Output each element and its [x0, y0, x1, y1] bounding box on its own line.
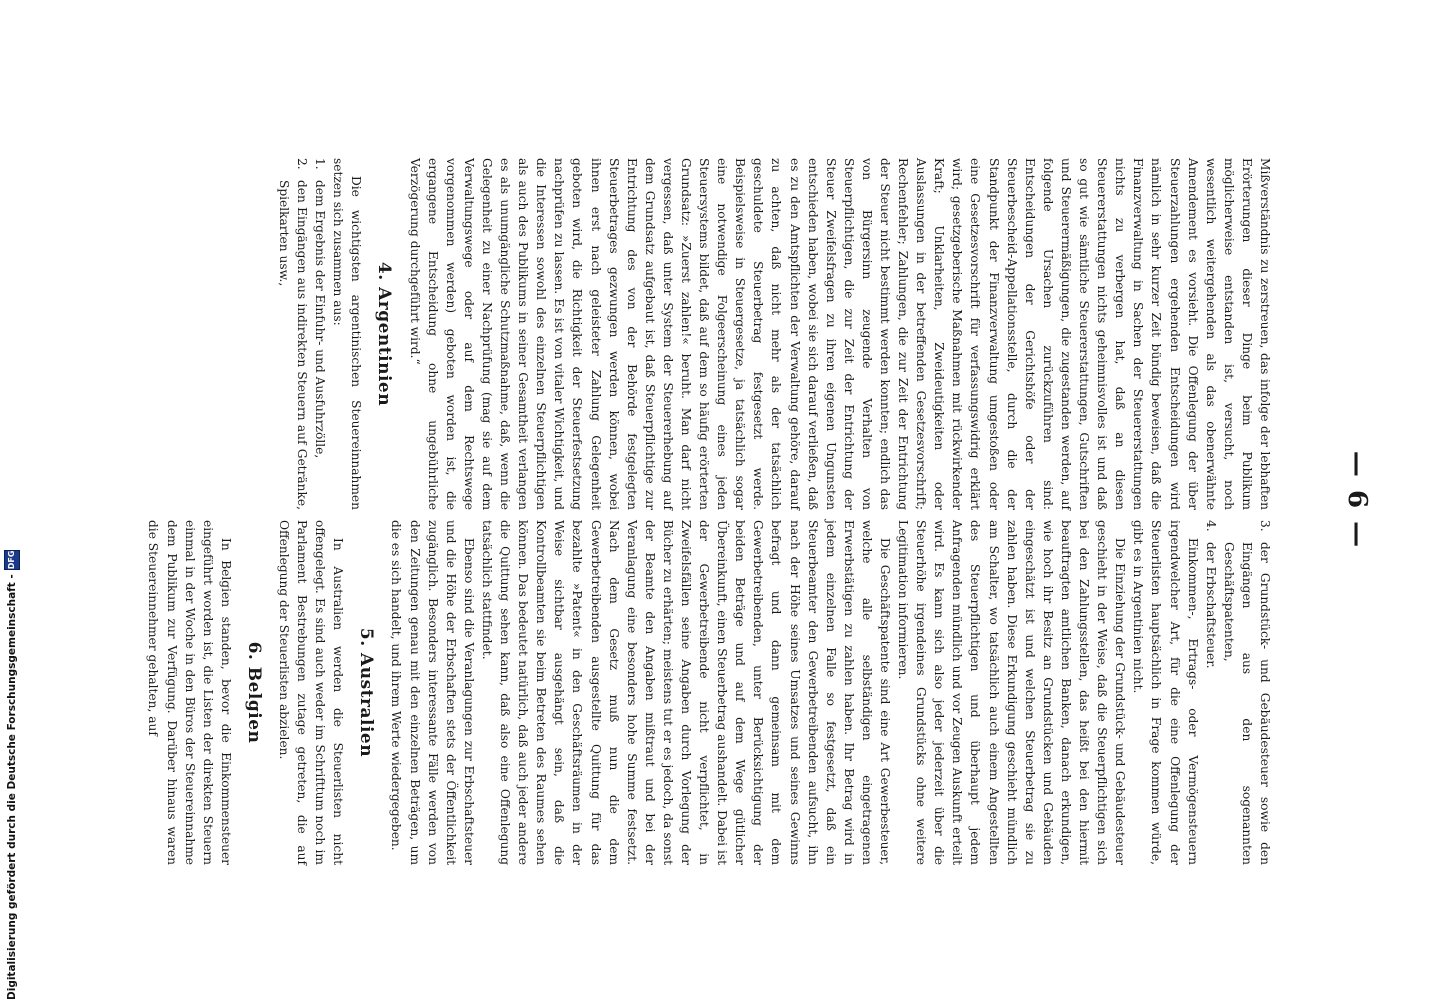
paragraph: In Belgien standen, bevor die Einkommensteuer eingeführt worden ist, die Listen der direkten Steuern einmal in der Woche in den Büros der Steuereinnahme dem Publikum zur Verfügung. Darüber hinaus waren die Steuereinnehmer gehalten, auf: [146, 520, 233, 865]
section-heading-argentinien: 4. Argentinien: [374, 261, 395, 407]
list-number: 1.: [313, 158, 328, 170]
tax-list: [275, 158, 329, 510]
section-heading-australien: 5. Australien: [356, 627, 377, 758]
list-item: [1220, 520, 1274, 865]
paragraph: Die Geschäftspatente sind eine Art Gewerbesteuer, welche alle selbständigen eingetragenen Erwerbstätigen zu zahlen haben. Ihr Betrag wird in jedem einzelnen Falle so festgesetzt, daß ein Steuerbeamter den Gewerbetreibenden aufsucht, ihn nach der Höhe seines Umsatzes und seines Gewinns befragt und dann gemeinsam mit dem Gewerbetreibenden, unter Berücksichtigung der beiden Beträge und auf dem Wege gütlicher Übereinkunft, einen Steuerbetrag aushandelt. Dabei ist der Gewerbetreibende nicht verpflichtet, in Zweifelsfällen seine Angaben durch Vorlegung der Bücher zu erhärten; meistens tut er es jedoch, da sonst der Beamte den Angaben mißtraut und bei der Veranlagung eine besonders hohe Summe festsetzt. Nach dem Gesetz muß nun die dem Gewerbetreibenden ausgestellte Quittung für das bezahlte »Patent« in den Geschäftsräumen in der Weise sichtbar ausgehängt sein, daß die Kontrollbeamten sie beim Betreten des Raumes sehen können. Das bedeutet natürlich, daß auch jeder andere die Quittung sehen kann, daß also eine Offenlegung tatsächlich stattfindet.: [479, 520, 893, 865]
list-text: der Erbschaftsteuer.: [1203, 542, 1218, 669]
dfg-logo: DFG: [4, 550, 20, 571]
page-number: — 6 —: [1342, 450, 1372, 550]
section-heading-belgien: 6. Belgien: [243, 641, 264, 744]
list-item: [1202, 520, 1220, 865]
credit-text: Digitalisierung gefördert durch die Deutsche Forschungsgemeinschaft -: [6, 574, 18, 1000]
paragraph: Die Einziehung der Grundstück- und Gebäudesteuer geschieht in der Weise, daß die Steuerpflichtigen sich bei den Zahlungsstellen, das heißt bei den hiermit beauftragten amtlichen Banken, danach erkundigen, wie hoch ihr Besitz an Grundstücken und Gebäuden eingeschätzt ist und welchen Steuerbetrag sie zu zahlen haben. Diese Erkundigung geschieht mündlich am Schalter, wo tatsächlich auch einem Angestellten des Steuerpflichtigen und überhaupt jedem Anfragenden mündlich und vor Zeugen Auskunft erteilt wird. Es kann sich also jeder jederzeit über die Steuerhöhe irgendeines Grundstücks ohne weitere Legitimation informieren.: [896, 520, 1128, 865]
list-text: der Grundstück- und Gebäudesteuer sowie den Eingängen aus den sogenannten Geschäftspatenten,: [1221, 542, 1272, 865]
tax-list-continued: [1202, 520, 1274, 865]
list-item: [311, 158, 329, 510]
paragraph: In Australien werden die Steuerlisten nicht offengelegt. Es sind auch weder im Schrifttum noch im Parlament Bestrebungen zutage getreten, die auf Offenlegung der Steuerlisten abzielen.: [277, 520, 346, 865]
paragraph: Mißverständnis zu zerstreuen, das infolge der lebhaften Erörterungen dieser Dinge beim Publikum möglicherweise entstanden ist, versucht, noch wesentlich weitergehenden als das obenerwähnte Amendement es vorsieht. Die Offenlegung der über Steuerzahlungen ergehenden Entscheidungen wird nämlich in sehr kurzer Zeit bündig beweisen, daß die Finanzverwaltung in Sachen der Steuererstattungen nichts zu verbergen hat, daß an diesen Steuererstattungen nichts geheimnisvolles ist und daß so gut wie sämtliche Steuererstattungen, Gutschriften und Steuerermäßigungen, die zugestanden werden, auf folgende Ursachen zurückzuführen sind: Entscheidungen der Gerichtshöfe oder der Steuerbescheid-Appellationsstelle, durch die der Standpunkt der Finanzverwaltung umgestoßen oder eine Gesetzesvorschrift für verfassungswidrig erklärt wird; gesetzgeberische Maßnahmen mit rückwirkender Kraft; Unklarheiten, Zweideutigkeiten oder Auslassungen in der betreffenden Gesetzesvorschrift; Rechenfehler; Zahlungen, die zur Zeit der Entrichtung der Steuer nicht bestimmt werden konnten; endlich das von Bürgersinn zeugende Verhalten von Steuerpflichtigen, die zur Zeit der Entrichtung der Steuer Zweifelsfragen zu ihren eigenen Ungunsten entschieden haben, wobei sie sich darauf verließen, daß es zu den Amtspflichten der Verwaltung gehöre, darauf zu achten, daß nicht mehr als der tatsächlich geschuldete Steuerbetrag festgesetzt werde. Beispielsweise in Steuergesetze, ja tatsächlich sogar eine notwendige Folgeerscheinung eines jeden Steuersystems bildet, daß auf dem so häufig erörterten Grundsatz: »Zuerst zahlen!« beruht. Man darf nicht vergessen, daß unter System der Steuererhebung auf dem Grundsatz aufgebaut ist, daß Steuerpflichtige zur Entrichtung des von der Behörde festgelegten Steuerbetrages gezwungen werden können, wobei ihnen erst nach geleisteter Zahlung Gelegenheit geboten wird, die Richtigkeit der Steuerfestsetzung nachprüfen zu lassen. Es ist von vitaler Wichtigkeit, und die Interessen sowohl des einzelnen Steuerpflichtigen als auch des Publikums in seiner Gesamtheit verlangen es als unumgängliche Schutzmaßnahme, daß, wenn die Gelegenheit zu einer Nachprüfung (mag sie auf dem Verwaltungswege oder auf dem Rechtswege vorgenommen werden) geboten worden ist, die ergangene Entscheidung ohne ungebührliche Verzögerung durchgeführt wird.“: [407, 158, 1272, 510]
paragraph: Einkommen-, Ertrags- oder Vermögensteuern irgendwelcher Art, für die eine Offenlegung der Steuerlisten hauptsächlich in Frage kommen würde, gibt es in Argentinien nicht.: [1131, 520, 1200, 865]
list-item: [275, 158, 311, 510]
list-number: 4.: [1203, 520, 1218, 532]
list-text: den Eingängen aus indirekten Steuern auf Getränke, Spielkarten usw.,: [277, 180, 310, 510]
list-number: 2.: [295, 158, 310, 170]
digitisation-credit: [0, 550, 20, 1000]
list-number: 3.: [1258, 520, 1272, 532]
right-column: [144, 520, 1274, 865]
left-column: [275, 158, 1274, 510]
list-text: dem Ergebnis der Einfuhr- und Ausfuhrzölle,: [313, 180, 328, 459]
paragraph: Ebenso sind die Veranlagungen zur Erbschaftsteuer und die Höhe der Erbschaften stets der Öffentlichkeit zugänglich. Besonders interessante Fälle werden von den Zeitungen genau mit den einzelnen Beträgen, um die es sich handelt, und ihrem Werte wiedergegeben.: [389, 520, 476, 865]
paragraph: Die wichtigsten argentinischen Steuereinnahmen setzen sich zusammen aus:: [331, 158, 364, 510]
